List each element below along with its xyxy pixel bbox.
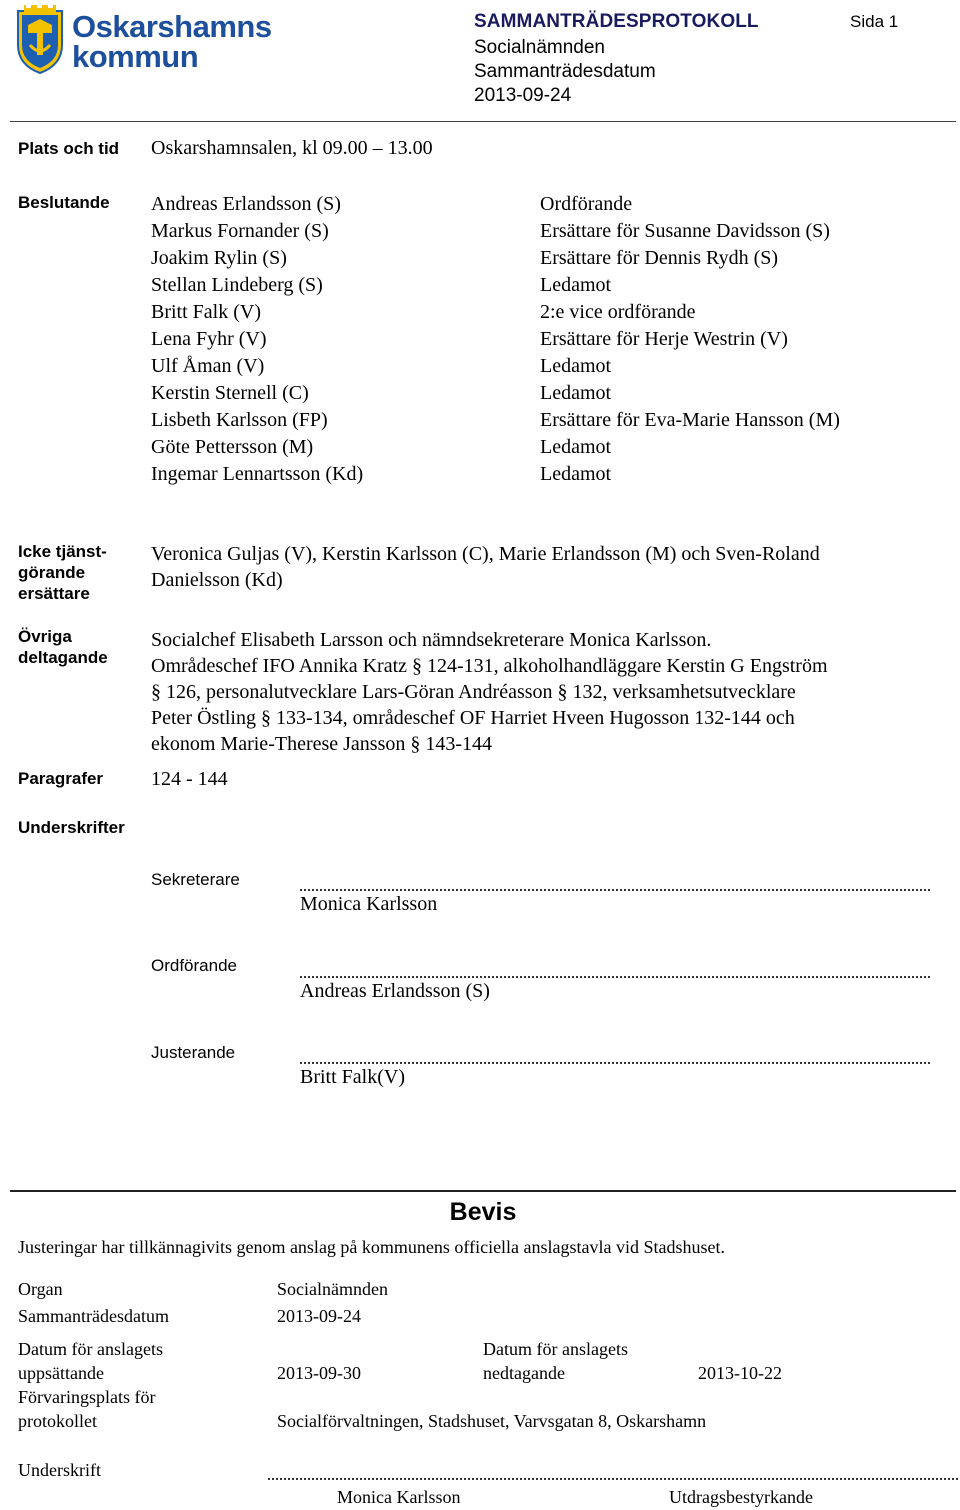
bevis-divider: [10, 1190, 956, 1192]
place-time-value: Oskarshamnsalen, kl 09.00 – 13.00: [151, 137, 433, 159]
signer-name-secretary: Monica Karlsson: [300, 893, 438, 915]
label-line: görande: [18, 563, 86, 582]
header-organ: Socialnämnden: [474, 37, 605, 58]
member-role: Ersättare för Susanne Davidsson (S): [540, 220, 830, 242]
place-time-label: Plats och tid: [18, 139, 120, 158]
ovriga-text: [151, 627, 828, 757]
member-role-list: [540, 192, 840, 489]
text-line: Peter Östling § 133-134, områdeschef OF Harriet Hveen Hugosson 132-144 och: [151, 707, 795, 729]
signature-line: [300, 1062, 930, 1064]
member-name: Ingemar Lennartsson (Kd): [151, 463, 364, 485]
header-date-label: Sammanträdesdatum: [474, 61, 656, 82]
municipality-logo: [16, 5, 272, 75]
label-line: ersättare: [18, 584, 90, 603]
bevis-title: Bevis: [449, 1198, 517, 1226]
posted-label: [18, 1337, 163, 1385]
icke-tjanstgorande-label: [18, 541, 107, 604]
bevis-statement: Justeringar har tillkännagivits genom anslag på kommunens officiella anslagstavla vid Stadshuset.: [18, 1237, 726, 1257]
label-line: Övriga: [18, 627, 72, 646]
signature-line: [300, 889, 930, 891]
signer-role-adjuster: Justerande: [151, 1043, 236, 1062]
member-role: Ordförande: [540, 193, 633, 215]
label-line: uppsättande: [18, 1363, 104, 1383]
text-line: Områdeschef IFO Annika Kratz § 124-131, alkoholhandläggare Kerstin G Engström: [151, 655, 828, 677]
member-role: 2:e vice ordförande: [540, 301, 696, 323]
member-name: Lisbeth Karlsson (FP): [151, 409, 328, 431]
removed-label: [483, 1337, 628, 1385]
label-line: Icke tjänst-: [18, 542, 107, 561]
header-divider: [10, 121, 956, 122]
signer-name-adjuster: Britt Falk(V): [300, 1066, 405, 1088]
bevis-date-label: Sammanträdesdatum: [18, 1306, 169, 1326]
beslutande-label: Beslutande: [18, 193, 110, 212]
header-date: 2013-09-24: [474, 85, 572, 106]
signature-line: [268, 1478, 958, 1480]
posted-value: 2013-09-30: [277, 1363, 361, 1383]
bevis-date-value: 2013-09-24: [277, 1306, 361, 1326]
organ-label: Organ: [18, 1279, 63, 1299]
member-name: Joakim Rylin (S): [151, 247, 287, 269]
signer-name-chair: Andreas Erlandsson (S): [300, 980, 490, 1002]
label-line: Datum för anslagets: [18, 1339, 163, 1359]
brand-name-line1: Oskarshamns: [72, 9, 272, 44]
member-role: Ledamot: [540, 274, 612, 296]
member-name: Stellan Lindeberg (S): [151, 274, 323, 296]
icke-tjanstgorande-text: [151, 541, 820, 593]
storage-value: Socialförvaltningen, Stadshuset, Varvsgatan 8, Oskarshamn: [277, 1411, 707, 1431]
paragrafer-label: Paragrafer: [18, 769, 104, 788]
signer-role-secretary: Sekreterare: [151, 870, 240, 889]
ovriga-label: [18, 626, 108, 668]
member-name: Britt Falk (V): [151, 301, 261, 323]
member-role: Ledamot: [540, 463, 612, 485]
text-line: Veronica Guljas (V), Kerstin Karlsson (C), Marie Erlandsson (M) och Sven-Roland: [151, 543, 820, 565]
label-line: Förvaringsplats för: [18, 1387, 156, 1407]
label-line: deltagande: [18, 648, 108, 667]
removed-value: 2013-10-22: [698, 1363, 782, 1383]
underskrifter-label: Underskrifter: [18, 818, 125, 837]
member-role: Ledamot: [540, 355, 612, 377]
label-line: nedtagande: [483, 1363, 565, 1383]
document-type: SAMMANTRÄDESPROTOKOLL: [474, 11, 759, 32]
text-line: Danielsson (Kd): [151, 569, 283, 591]
page-number: Sida 1: [850, 12, 899, 31]
bevis-signer-title: Utdragsbestyrkande: [669, 1487, 813, 1507]
label-line: protokollet: [18, 1411, 97, 1431]
member-name: Göte Pettersson (M): [151, 436, 314, 458]
member-name: Kerstin Sternell (C): [151, 382, 309, 404]
member-name: Andreas Erlandsson (S): [151, 193, 341, 215]
organ-value: Socialnämnden: [277, 1279, 388, 1299]
paragrafer-value: 124 - 144: [151, 768, 228, 790]
member-name: Ulf Åman (V): [151, 355, 265, 377]
text-line: ekonom Marie-Therese Jansson § 143-144: [151, 733, 493, 755]
text-line: § 126, personalutvecklare Lars-Göran Andréasson § 132, verksamhetsutvecklare: [151, 681, 796, 703]
member-name-list: [151, 192, 363, 489]
member-name: Lena Fyhr (V): [151, 328, 267, 350]
signature-line: [300, 976, 930, 978]
member-role: Ersättare för Herje Westrin (V): [540, 328, 788, 350]
brand-name-line2: kommun: [72, 39, 199, 74]
signer-role-chair: Ordförande: [151, 956, 237, 975]
member-role: Ledamot: [540, 382, 612, 404]
member-role: Ersättare för Eva-Marie Hansson (M): [540, 409, 840, 431]
bevis-signature-label: Underskrift: [18, 1460, 101, 1480]
storage-label: [18, 1385, 155, 1433]
bevis-signer-name: Monica Karlsson: [337, 1487, 461, 1507]
text-line: Socialchef Elisabeth Larsson och nämndsekreterare Monica Karlsson.: [151, 629, 712, 651]
label-line: Datum för anslagets: [483, 1339, 628, 1359]
member-role: Ersättare för Dennis Rydh (S): [540, 247, 779, 269]
member-name: Markus Fornander (S): [151, 220, 329, 242]
member-role: Ledamot: [540, 436, 612, 458]
